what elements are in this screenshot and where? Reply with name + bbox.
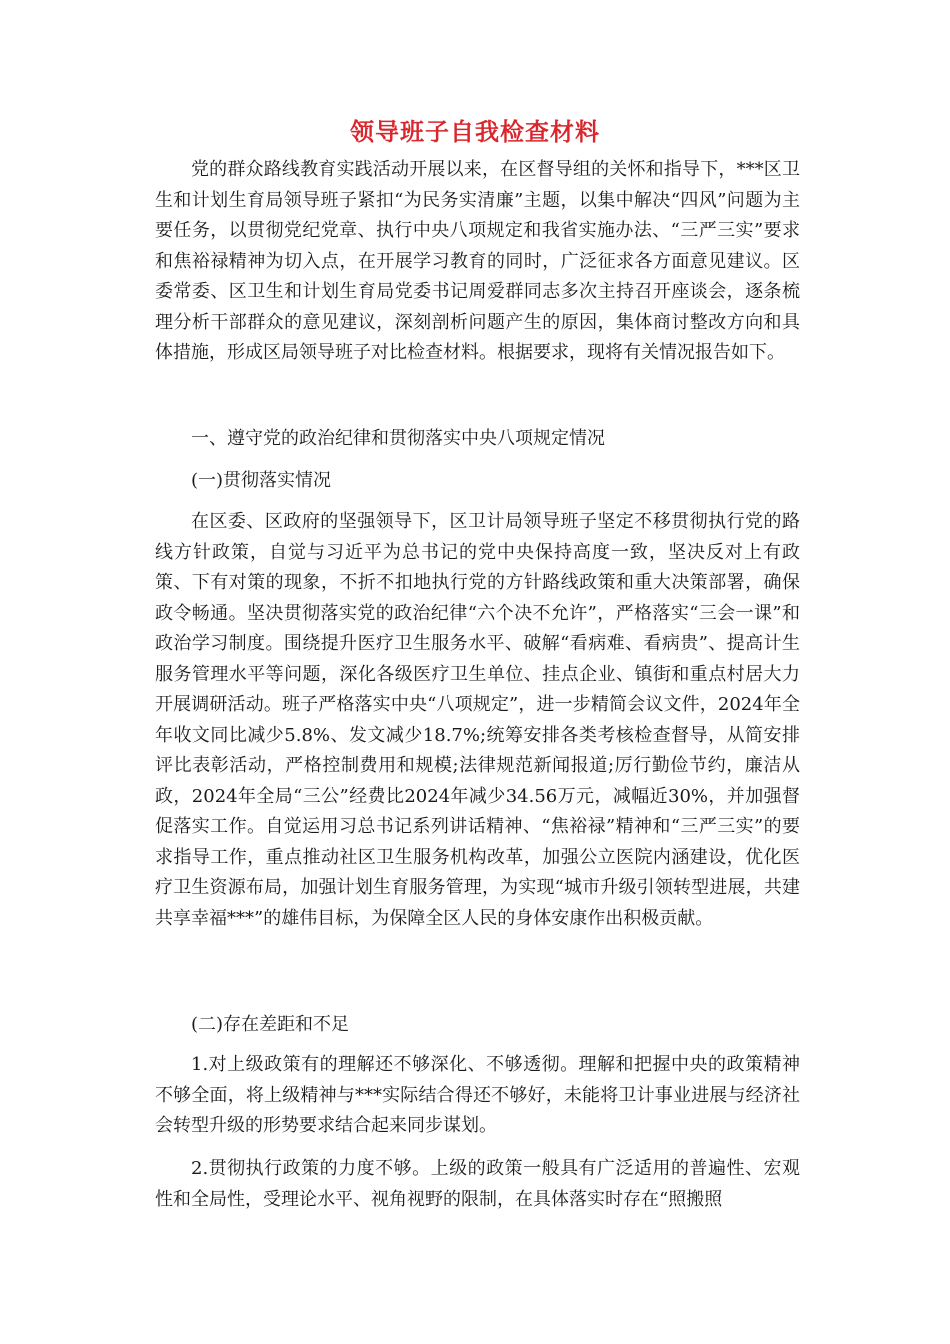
subsection-heading-2: (二)存在差距和不足 — [191, 1014, 350, 1035]
intro-paragraph: 党的群众路线教育实践活动开展以来，在区督导组的关怀和指导下，***区卫生和计划生育局领导班子紧扣“为民务实清廉”主题，以集中解决“四风”问题为主要任务，以贯彻党纪党章、执行中央八项规定和我省实施办法、“三严三实”要求和焦裕禄精神为切入点，在开展学习教育的同时，广泛征求各方面意见建议。区委常委、区卫生和计划生育局党委书记周爱群同志多次主持召开座谈会，逐条梳理分析干部群众的意见建议，深刻剖析问题产生的原因，集体商讨整改方向和具体措施，形成区局领导班子对比检查材料。根据要求，现将有关情况报告如下。 — [155, 159, 800, 363]
shortcoming-item-1: 1.对上级政策有的理解还不够深化、不够透彻。理解和把握中央的政策精神不够全面，将上级精神与***实际结合得还不够好，未能将卫计事业进展与经济社会转型升级的形势要求结合起来同步谋划。 — [155, 1054, 800, 1136]
shortcoming-item-2: 2.贯彻执行政策的力度不够。上级的政策一般具有广泛适用的普遍性、宏观性和全局性，受理论水平、视角视野的限制，在具体落实时存在“照搬照 — [155, 1158, 800, 1210]
subsection-heading-1: (一)贯彻落实情况 — [191, 470, 332, 491]
section-heading-1: 一、遵守党的政治纪律和贯彻落实中央八项规定情况 — [191, 428, 605, 449]
implementation-paragraph: 在区委、区政府的坚强领导下，区卫计局领导班子坚定不移贯彻执行党的路线方针政策，自觉与习近平为总书记的党中央保持高度一致，坚决反对上有政策、下有对策的现象，不折不扣地执行党的方针路线政策和重大决策部署，确保政令畅通。坚决贯彻落实党的政治纪律“六个决不允许”，严格落实“三会一课”和政治学习制度。围绕提升医疗卫生服务水平、破解“看病难、看病贵”、提高计生服务管理水平等问题，深化各级医疗卫生单位、挂点企业、镇街和重点村居大力开展调研活动。班子严格落实中央“八项规定”，进一步精简会议文件，2024年全年收文同比减少5.8%、发文减少18.7%;统筹安排各类考核检查督导，从简安排评比表彰活动，严格控制费用和规模;法律规范新闻报道;厉行勤俭节约，廉洁从政，2024年全局“三公”经费比2024年减少34.56万元，减幅近30%，并加强督促落实工作。自觉运用习总书记系列讲话精神、“焦裕禄”精神和“三严三实”的要求指导工作，重点推动社区卫生服务机构改革，加强公立医院内涵建设，优化医疗卫生资源布局，加强计划生育服务管理，为实现“城市升级引领转型进展，共建共享幸福***”的雄伟目标，为保障全区人民的身体安康作出积极贡献。 — [155, 511, 800, 929]
document-title: 领导班子自我检查材料 — [350, 118, 600, 146]
